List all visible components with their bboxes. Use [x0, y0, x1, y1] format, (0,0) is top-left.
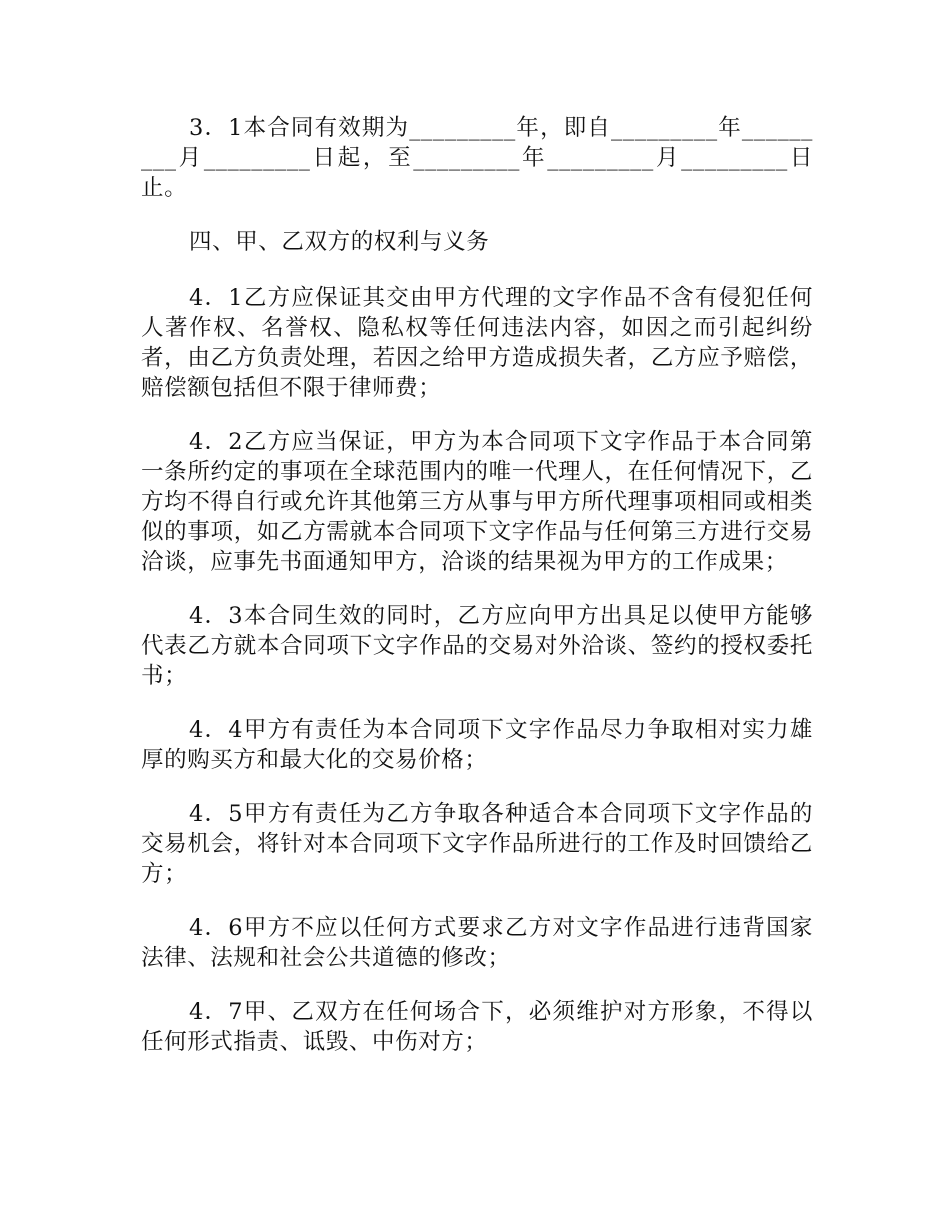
clause-3-1-paragraph: 3．1本合同有效期为_________年，即自_________年_________月_________日起，至_________年_________月_________日止。 — [141, 115, 813, 201]
clause-4-2-paragraph: 4．2乙方应当保证，甲方为本合同项下文字作品于本合同第一条所约定的事项在全球范围内的唯一代理人，在任何情况下，乙方均不得自行或允许其他第三方从事与甲方所代理事项相同或相类似的事项，如乙方需就本合同项下文字作品与任何第三方进行交易洽谈，应事先书面通知甲方，洽谈的结果视为甲方的工作成果； — [141, 429, 813, 575]
section-4-heading: 四、甲、乙双方的权利与义务 — [189, 229, 490, 255]
clause-4-5-paragraph: 4．5甲方有责任为乙方争取各种适合本合同项下文字作品的交易机会，将针对本合同项下文字作品所进行的工作及时回馈给乙方； — [141, 801, 813, 887]
clause-4-4-paragraph: 4．4甲方有责任为本合同项下文字作品尽力争取相对实力雄厚的购买方和最大化的交易价格； — [141, 717, 813, 773]
clause-4-3-paragraph: 4．3本合同生效的同时，乙方应向甲方出具足以使甲方能够代表乙方就本合同项下文字作品的交易对外洽谈、签约的授权委托书； — [141, 603, 813, 689]
document-body — [141, 113, 813, 1081]
clause-4-7-paragraph: 4．7甲、乙双方在任何场合下，必须维护对方形象，不得以任何形式指责、诋毁、中伤对方； — [141, 999, 813, 1055]
clause-4-6-paragraph: 4．6甲方不应以任何方式要求乙方对文字作品进行违背国家法律、法规和社会公共道德的修改； — [141, 915, 813, 971]
clause-4-1-paragraph: 4．1乙方应保证其交由甲方代理的文字作品不含有侵犯任何人著作权、名誉权、隐私权等任何违法内容，如因之而引起纠纷者，由乙方负责处理，若因之给甲方造成损失者，乙方应予赔偿，赔偿额包括但不限于律师费； — [141, 285, 813, 401]
